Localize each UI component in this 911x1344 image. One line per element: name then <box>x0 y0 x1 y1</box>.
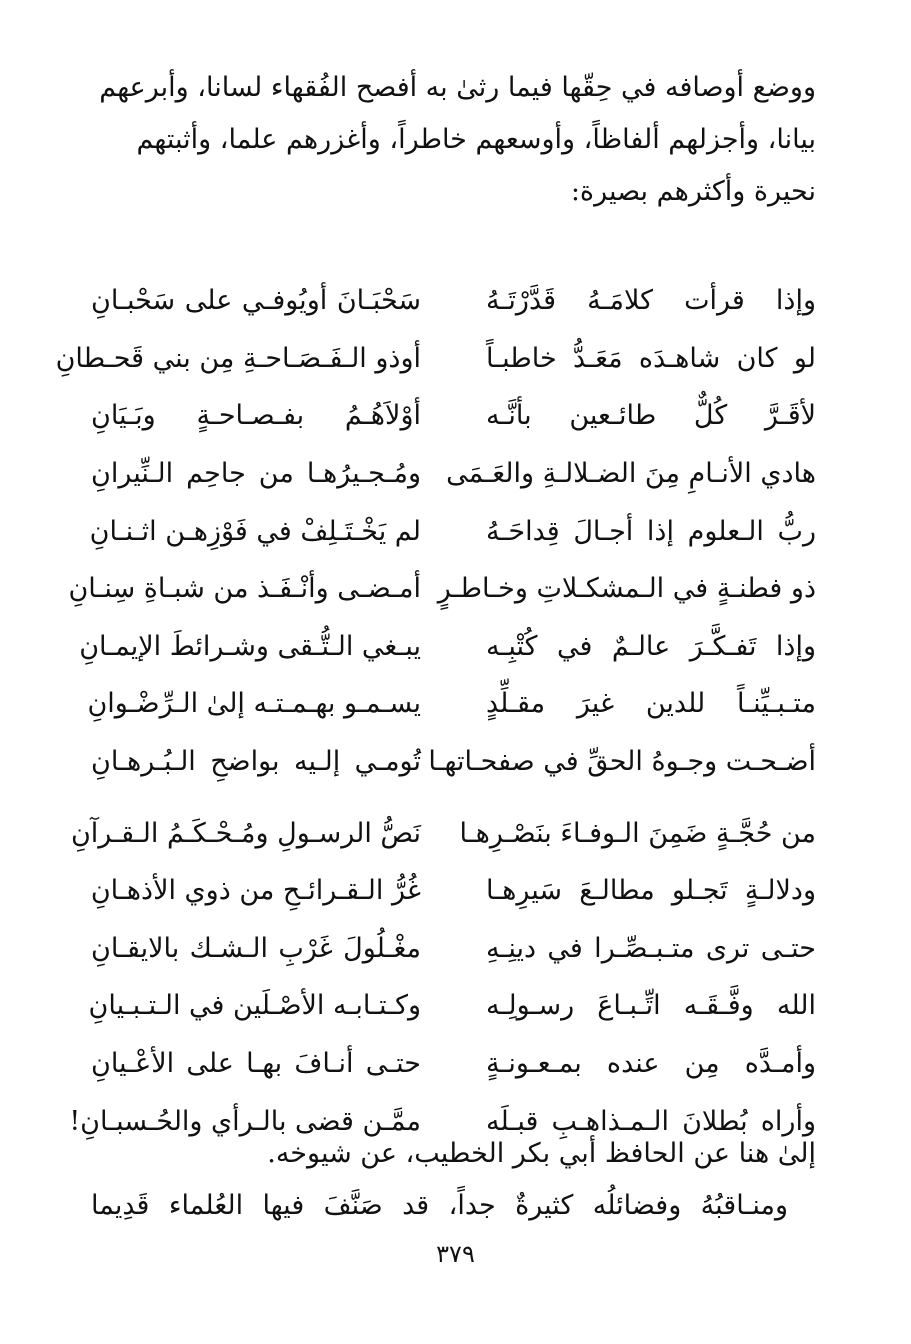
verse-second-hemistich: أمـضـى وأنْـفَـذ من شبـاةِ سِنـانِ <box>68 573 421 605</box>
intro-line: ووضع أوصافه في حِقّها فيما رثىٰ به أفصح الفُقهاء لسانا، وأبرعهم <box>99 72 816 103</box>
verse-first-hemistich: أضـحـت وجـوهُ الحقِّ في صفحـاتهـا <box>428 746 816 778</box>
verse-first-hemistich: ربُّ الـعلوم إذا أجـالَ قِداحَـهُ <box>486 515 816 547</box>
verse-second-hemistich: وكـتـابـه الأصْـلَين في الـتـبـيانِ <box>88 990 421 1022</box>
verse <box>91 272 816 330</box>
verse-second-hemistich: سَحْبَـانَ أويُوفـي على سَحْبـانِ <box>91 285 421 317</box>
verse-second-hemistich: حتـى أنـافَ بهـا على الأعْـيانِ <box>91 1048 421 1080</box>
verse <box>91 502 816 560</box>
verse <box>88 977 816 1035</box>
verse-first-hemistich: ذو فطنـةٍ في الـمشكـلاتِ وخـاطـرٍ <box>437 573 816 605</box>
verse-first-hemistich: وإذا تَفـكَّـرَ عالـمٌ في كُتْبِـه <box>486 630 816 662</box>
verse <box>91 387 816 445</box>
verse <box>68 560 816 618</box>
verse <box>91 862 816 920</box>
verse-second-hemistich: أوذو الـفَـصَـاحـةِ مِن بني قَحـطانِ <box>55 342 421 374</box>
intro-line: نحيرة وأكثرهم بصيرة: <box>570 176 816 207</box>
closing-paragraph <box>91 1128 816 1232</box>
verse-first-hemistich: وأراه بُطلانَ الـمـذاهـبِ قبـلَه <box>486 1105 816 1137</box>
verse-first-hemistich: هادي الأنـامِ مِنَ الضـلالـةِ والعَـمَى <box>446 458 816 490</box>
verse <box>79 618 816 676</box>
verse-second-hemistich: ومُـجـيرُهـا من جاحِم الـنِّيرانِ <box>91 458 421 490</box>
verse-first-hemistich: وأمـدَّه مِن عنده بمـعـونـةٍ <box>486 1048 816 1080</box>
verse <box>91 1035 816 1093</box>
verse-first-hemistich: ودلالـةٍ تَجـلو مطالـعَ سَيرِهـا <box>486 875 816 907</box>
verse-first-hemistich: لو كان شاهـدَه مَعَـدُّ خاطبـاً <box>486 342 816 374</box>
closing-line: ومنـاقبُهُ وفضائلُه كثيرةٌ جداً، قد صَنَّفَ فيها العُلماء قَدِيما <box>91 1190 788 1221</box>
poem <box>55 272 816 1150</box>
intro-line: بيانا، وأجزلهم ألفاظاً، وأوسعهم خاطراً، وأغزرهم علما، وأثبتهم <box>136 124 816 155</box>
stanza-gap <box>91 790 816 804</box>
verse <box>91 920 816 978</box>
verse <box>91 445 816 503</box>
verse-second-hemistich: يسـمـو بهـمـتـه إلىٰ الـرِّضْـوانِ <box>87 688 421 720</box>
verse-second-hemistich: أوْلاَهُـمُ بفـصـاحـةٍ وبَـيَانِ <box>91 400 421 432</box>
verse-first-hemistich: الله وفَّـقَـه اتِّـبـاعَ رسـولِـه <box>486 990 816 1022</box>
verse-first-hemistich: وإذا قرأت كلامَـهُ قَدَّرْتَـهُ <box>486 285 816 317</box>
verse <box>87 675 816 733</box>
verse-first-hemistich: لأقَـرَّ كُلٌّ طائـعين بأنَّـه <box>486 400 816 432</box>
verse-second-hemistich: يبـغي الـتُّـقى وشـرائطَ الإيمـانِ <box>79 630 421 662</box>
verse-first-hemistich: متـبـيِّنـاً للدين غيرَ مقـلِّدٍ <box>486 688 816 720</box>
verse-second-hemistich: ممَّـن قضى بالـرأي والحُـسبـانِ! <box>69 1105 421 1137</box>
verse-second-hemistich: نَصُّ الرسـولِ ومُـحْـكَـمُ الـقـرآنِ <box>70 817 421 849</box>
verse-second-hemistich: تُومـي إلـيه بواضحِ الـبُـرهـانِ <box>91 746 421 778</box>
closing-line: إلىٰ هنا عن الحافظ أبي بكر الخطيب، عن شيوخه. <box>267 1138 816 1169</box>
verse-first-hemistich: حتـى ترى متـبـصِّـرا في دينِـهِ <box>486 932 816 964</box>
page-number: ٣٧٩ <box>436 1240 475 1268</box>
verse-second-hemistich: غُرُّ الـقـرائـحِ من ذوي الأذهـانِ <box>90 875 421 907</box>
intro-paragraph <box>91 62 816 218</box>
verse <box>55 330 816 388</box>
verse <box>91 733 816 791</box>
verse-second-hemistich: مغْـلُولَ غَرْبِ الـشـك بالايقـانِ <box>91 932 421 964</box>
verse <box>70 804 816 862</box>
verse-second-hemistich: لم يَخْـتَـلِفْ في فَوْزِهـن اثـنـانِ <box>89 515 421 547</box>
verse-first-hemistich: من حُجَّـةٍ ضَمِنَ الـوفـاءَ بنَصْـرِهـا <box>459 817 816 849</box>
